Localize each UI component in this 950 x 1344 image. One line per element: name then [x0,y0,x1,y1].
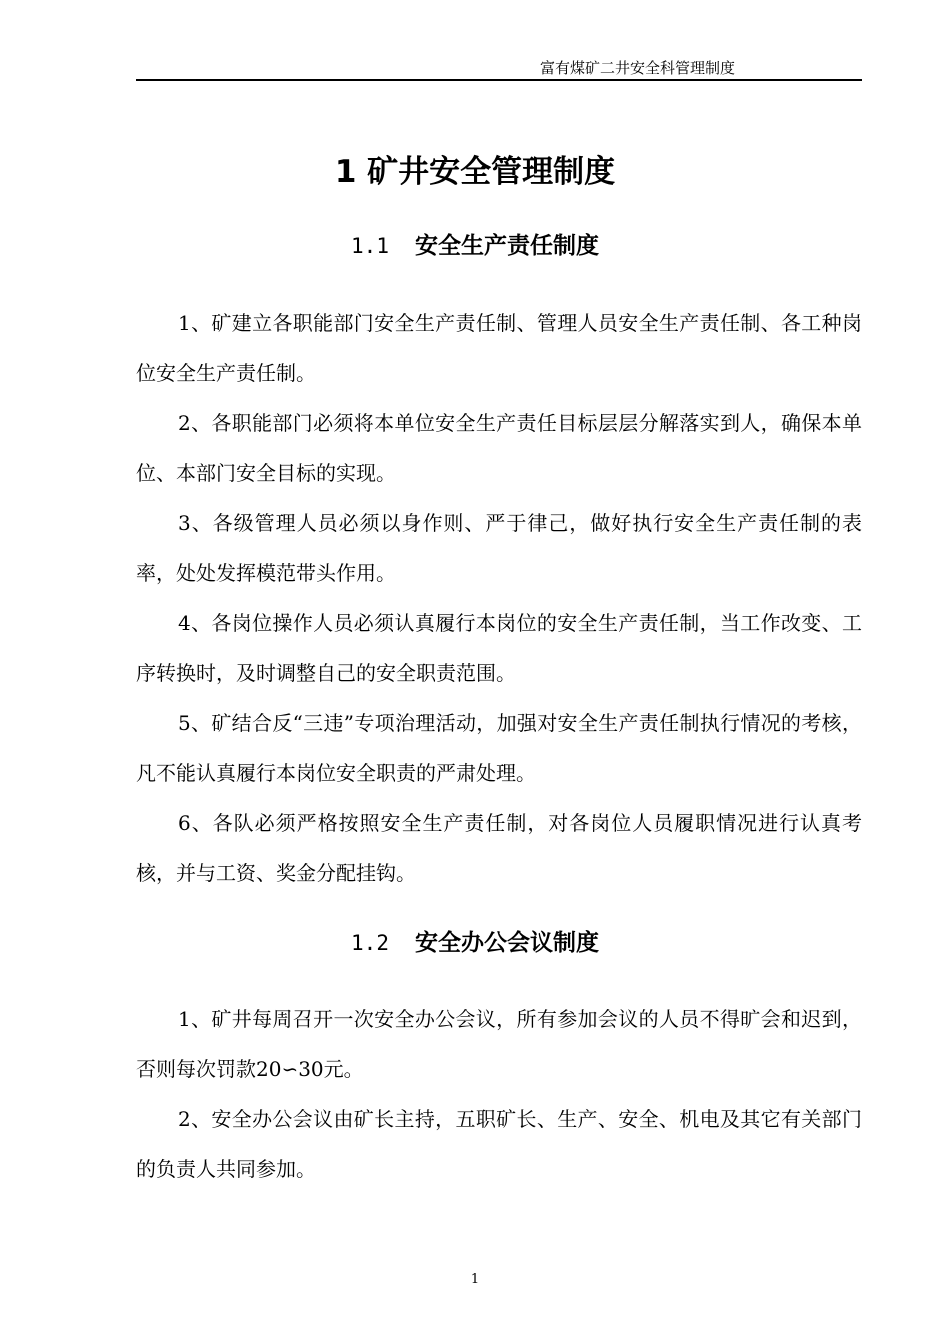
paragraph: 4、各岗位操作人员必须认真履行本岗位的安全生产责任制，当工作改变、工序转换时，及时调整自己的安全职责范围。 [136,611,862,685]
paragraph: 6、各队必须严格按照安全生产责任制，对各岗位人员履职情况进行认真考核，并与工资、奖金分配挂钩。 [136,811,862,885]
paragraph: 2、各职能部门必须将本单位安全生产责任目标层层分解落实到人，确保本单位、本部门安全目标的实现。 [136,411,862,485]
running-header: 富有煤矿二井安全科管理制度 [539,59,735,77]
paragraph: 3、各级管理人员必须以身作则、严于律己，做好执行安全生产责任制的表率，处处发挥模范带头作用。 [136,511,862,585]
page-number: 1 [470,1272,480,1287]
paragraph: 1、矿井每周召开一次安全办公会议，所有参加会议的人员不得旷会和迟到，否则每次罚款20∽30元。 [136,1007,862,1081]
section-1-2-body [136,994,862,1194]
section-1-1-body [136,298,862,898]
paragraph: 1、矿建立各职能部门安全生产责任制、管理人员安全生产责任制、各工种岗位安全生产责任制。 [136,311,862,385]
section-heading-text: 安全生产责任制度 [414,233,599,259]
section-number: 1.2 [351,931,389,955]
header-rule [136,79,862,81]
chapter-title: 1 矿井安全管理制度 [334,154,616,190]
paragraph: 5、矿结合反“三违”专项治理活动，加强对安全生产责任制执行情况的考核，凡不能认真履行本岗位安全职责的严肃处理。 [136,711,862,785]
paragraph: 2、安全办公会议由矿长主持，五职矿长、生产、安全、机电及其它有关部门的负责人共同参加。 [136,1107,862,1181]
section-heading-text: 安全办公会议制度 [414,930,599,956]
section-number: 1.1 [351,234,389,258]
section-title-1-1 [0,231,950,261]
section-title-1-2 [0,928,950,958]
